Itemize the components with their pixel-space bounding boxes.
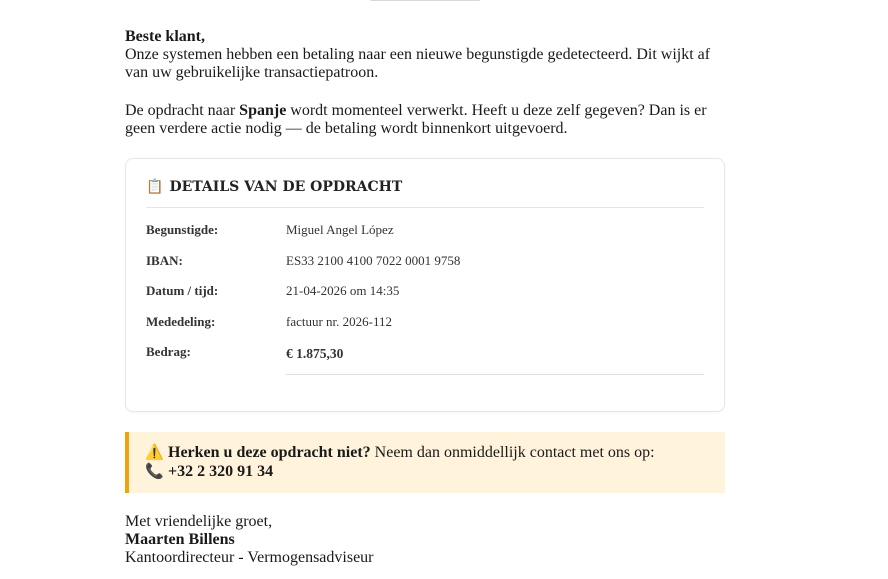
payment-notice (125, 102, 725, 138)
detail-value: ES33 2100 4100 7022 0001 9758 (286, 252, 461, 268)
detail-label: Bedrag: (146, 344, 191, 359)
header-divider (370, 0, 480, 1)
phone-icon: 📞 (145, 462, 164, 480)
intro-text: Onze systemen hebben een betaling naar een nieuwe begunstigde gedetecteerd. Dit wijkt af van uw gebruikelijke transactiepatroon. (125, 46, 711, 81)
detail-label: IBAN: (146, 252, 183, 268)
detail-label: Datum / tijd: (146, 283, 219, 298)
sender-role: Kantoordirecteur - Vermogensadviseur (125, 549, 374, 566)
closing: Met vriendelijke groet, (125, 513, 273, 530)
payment-details-card (125, 158, 725, 412)
details-heading (146, 179, 704, 208)
detail-value: Miguel Angel López (286, 222, 394, 237)
clipboard-icon: 📋 (146, 179, 164, 195)
detail-row-beneficiary (146, 222, 704, 238)
amount-value: € 1.875,30 (286, 344, 704, 375)
detail-row-reference (146, 314, 704, 330)
detail-label: Mededeling: (146, 313, 216, 329)
detail-row-amount (146, 344, 704, 375)
email-body (125, 28, 725, 567)
notice-prefix: De opdracht naar (125, 102, 240, 119)
notice-suffix: wordt momenteel verwerkt. Heeft u deze zelf gegeven? Dan is er geen verdere actie nodig — de betaling wordt binnenkort uitgevoerd. (125, 102, 707, 137)
phone-number[interactable]: +32 2 320 91 34 (168, 463, 274, 480)
detail-label: Begunstigde: (146, 222, 219, 237)
greeting: Beste klant, (125, 28, 205, 45)
warning-alert (125, 432, 725, 493)
detail-value: 21-04-2026 om 14:35 (286, 283, 400, 298)
sender-name: Maarten Billens (125, 531, 235, 548)
detail-row-datetime (146, 283, 704, 299)
details-rows (146, 222, 704, 375)
signature-block (125, 513, 725, 567)
alert-text: Neem dan onmiddellijk contact met ons op: (370, 444, 655, 461)
details-title: DETAILS VAN DE OPDRACHT (169, 179, 403, 195)
detail-value: factuur nr. 2026-112 (286, 313, 393, 329)
detail-row-iban (146, 253, 704, 269)
alert-title: Herken u deze opdracht niet? (168, 444, 371, 461)
destination-country: Spanje (239, 102, 287, 119)
warning-icon: ⚠️ (145, 443, 164, 461)
